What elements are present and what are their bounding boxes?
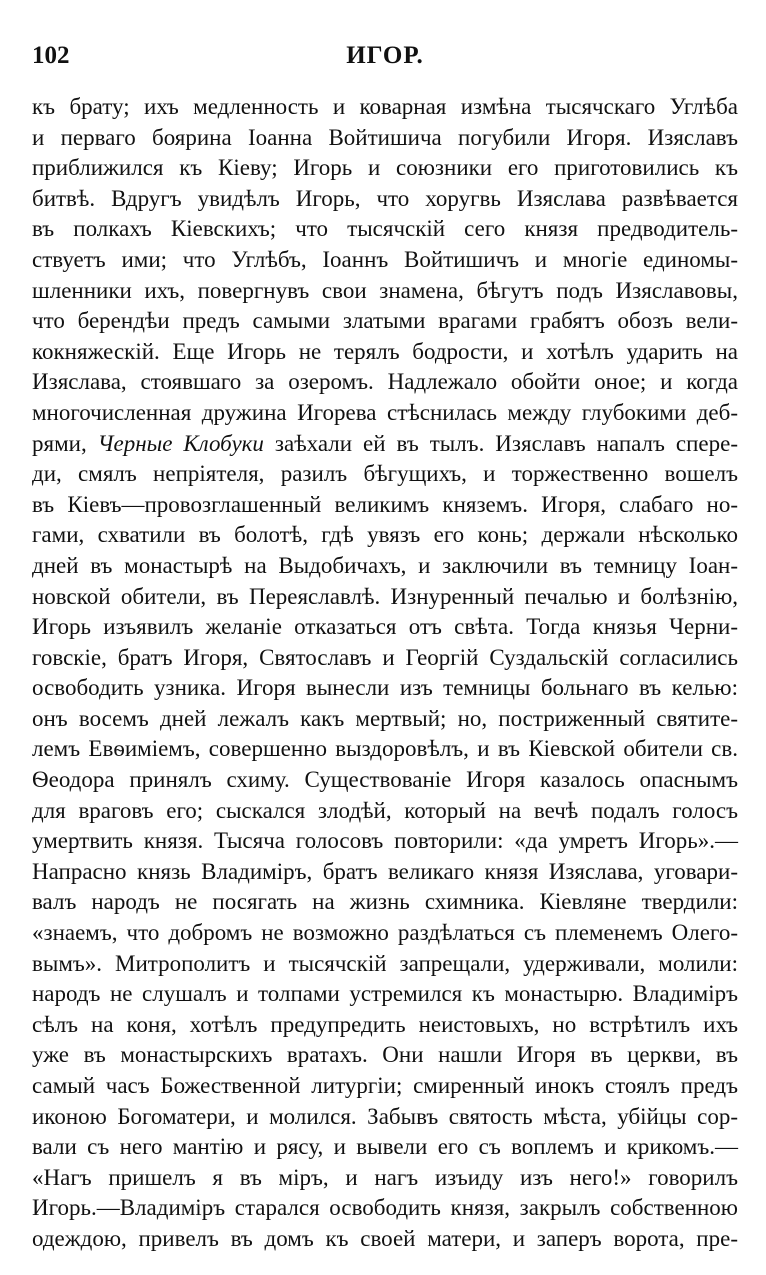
text-line: лемъ Евѳиміемъ, совершенно выздоровѣлъ, и въ Кіевской обители св. [32, 736, 738, 762]
text-line: «Нагъ пришелъ я въ міръ, и нагъ изъиду изъ него!» говорилъ [32, 1164, 738, 1190]
text-line: самый часъ Божественной литургіи; смиренный инокъ стоялъ предъ [32, 1073, 738, 1098]
page-header [32, 42, 738, 78]
text-line: вымъ». Митрополитъ и тысячскій запрещали, удерживали, молили: [32, 950, 738, 976]
italic-phrase: Черные Клобуки [97, 430, 264, 456]
text-line: умертвить князя. Тысяча голосовъ повторили: «да умретъ Игорь».— [32, 828, 738, 854]
text-line: многочисленная дружина Игорева стѣснилась между глубокими деб- [32, 399, 738, 425]
text-line: и перваго боярина Іоанна Войтишича погубили Игоря. Изяславъ [32, 124, 738, 150]
text-line: въ полкахъ Кіевскихъ; что тысячскій сего князя предводитель- [32, 216, 738, 242]
text-line: новской обители, въ Переяславлѣ. Изнуренный печалью и болѣзнію, [32, 583, 738, 609]
text-line: гами, схватили въ болотѣ, гдѣ увязъ его конь; держали нѣсколько [32, 522, 738, 548]
text-line: вали съ него мантію и рясу, и вывели его съ воплемъ и крикомъ.— [32, 1134, 738, 1160]
text-line: иконою Богоматери, и молился. Забывъ святость мѣста, убійцы сор- [32, 1103, 738, 1129]
text-segment: рями, [32, 430, 98, 456]
text-line: одеждою, привелъ въ домъ къ своей матери, и заперъ ворота, пре- [32, 1225, 738, 1251]
text-line: Игорь изъявилъ желаніе отказаться отъ свѣта. Тогда князья Черни- [32, 614, 738, 640]
text-line: онъ восемъ дней лежалъ какъ мертвый; но, постриженный святите- [32, 705, 738, 731]
text-line: Напрасно князь Владиміръ, братъ великаго князя Изяслава, уговари- [32, 858, 738, 884]
text-line: сѣлъ на коня, хотѣлъ предупредить неистовыхъ, но встрѣтилъ ихъ [32, 1011, 738, 1037]
text-line: освободить узника. Игоря вынесли изъ темницы больнаго въ келью: [32, 675, 738, 701]
text-line: ствуетъ ими; что Углѣбъ, Іоаннъ Войтишичъ и многіе единомы- [32, 246, 738, 272]
text-line: уже въ монастырскихъ вратахъ. Они нашли Игоря въ церкви, въ [32, 1042, 738, 1068]
body-text [32, 92, 738, 1255]
text-line: говскіе, братъ Игоря, Святославъ и Георгій Суздальскій согласились [32, 644, 738, 670]
text-line: для враговъ его; сыскался злодѣй, который на вечѣ подалъ голосъ [32, 797, 738, 823]
text-line: къ брату; ихъ медленность и коварная измѣна тысячскаго Углѣба [32, 94, 738, 119]
text-line: битвѣ. Вдругъ увидѣлъ Игорь, что хоругвь Изяслава развѣвается [32, 185, 738, 211]
page-number: 102 [32, 42, 70, 69]
text-line: ди, смялъ непріятеля, разилъ бѣгущихъ, и торжественно вошелъ [32, 461, 738, 487]
text-line: шленники ихъ, повергнувъ свои знамена, бѣгутъ подъ Изяславовы, [32, 277, 738, 303]
text-line: Ѳеодора принялъ схиму. Существованіе Игоря казалось опаснымъ [32, 767, 738, 793]
text-line: кокняжескій. Еще Игорь не терялъ бодрости, и хотѣлъ ударить на [32, 338, 738, 364]
text-line: въ Кіевъ—провозглашенный великимъ княземъ. Игоря, слабаго но- [32, 491, 738, 517]
text-segment: заѣхали ей въ тылъ. Изяславъ напалъ спере- [263, 430, 738, 456]
text-line: приближился къ Кіеву; Игорь и союзники его приготовились къ [32, 155, 738, 181]
text-line: дней въ монастырѣ на Выдобичахъ, и заключили въ темницу Іоан- [32, 552, 738, 578]
text-line: Изяслава, стоявшаго за озеромъ. Надлежало обойти оное; и когда [32, 369, 738, 395]
text-line: валъ народъ не посягать на жизнь схимника. Кіевляне твердили: [32, 889, 738, 915]
running-title: ИГОР. [346, 42, 424, 69]
text-line: народъ не слушалъ и толпами устремился къ монастырю. Владиміръ [32, 981, 738, 1007]
text-line: «знаемъ, что добромъ не возможно раздѣлаться съ племенемъ Олего- [32, 920, 738, 946]
text-line [32, 429, 738, 460]
text-line: Игорь.—Владиміръ старался освободить князя, закрылъ собственною [32, 1195, 738, 1221]
text-line: что берендѣи предъ самыми златыми врагами грабятъ обозъ вели- [32, 308, 738, 334]
